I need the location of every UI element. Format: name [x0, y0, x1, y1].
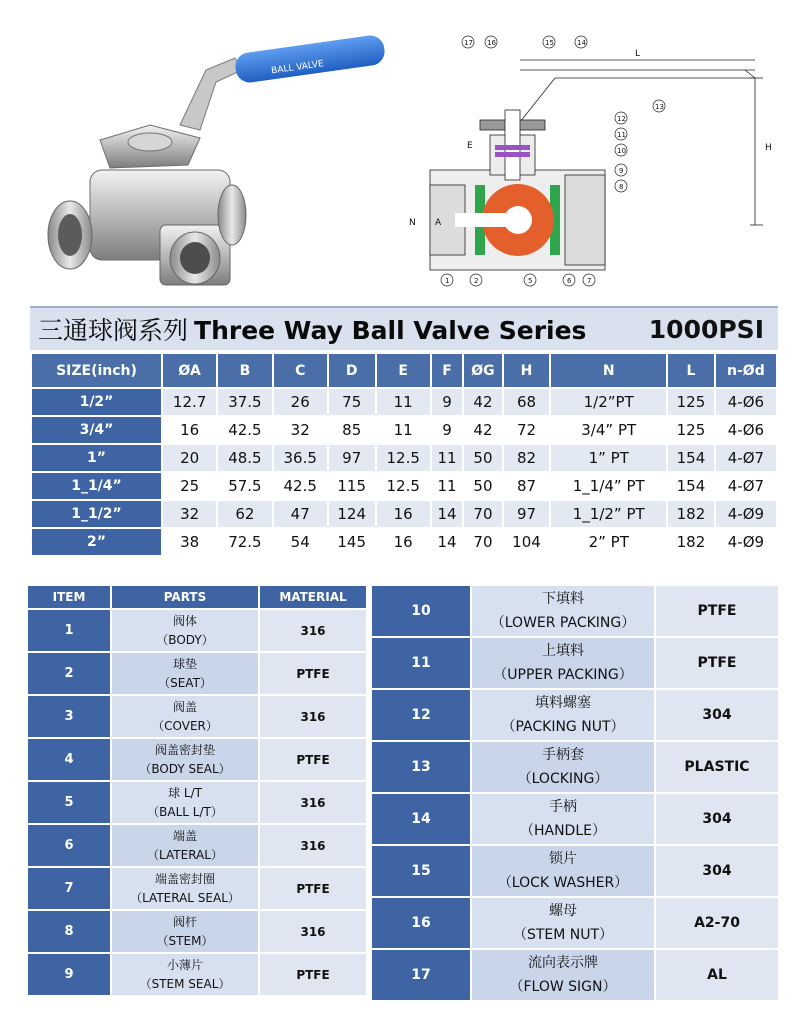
header-material: MATERIAL: [260, 586, 366, 608]
title-english: Three Way Ball Valve Series: [194, 316, 587, 345]
part-row: [372, 742, 778, 792]
part-row: [372, 586, 778, 636]
size-cell: 9: [432, 417, 462, 443]
size-cell: 54: [274, 529, 327, 555]
part-item-number: 10: [372, 586, 470, 636]
part-name-english: （LOCKING）: [517, 771, 609, 787]
part-name-chinese: 流向表示牌: [528, 955, 598, 971]
part-name: [472, 898, 654, 948]
part-name-english: （HANDLE）: [519, 823, 606, 839]
part-material: PTFE: [656, 638, 778, 688]
part-material: 316: [260, 696, 366, 737]
part-name: [472, 586, 654, 636]
part-row: [372, 690, 778, 740]
size-cell: 12.7: [163, 389, 216, 415]
svg-text:17: 17: [464, 39, 473, 47]
svg-text:A: A: [435, 218, 442, 228]
part-row: [372, 950, 778, 1000]
size-cell: 42.5: [218, 417, 271, 443]
part-name-english: （PACKING NUT）: [501, 719, 625, 735]
part-name-chinese: 下填料: [542, 591, 584, 607]
size-cell: 4-Ø9: [716, 501, 776, 527]
part-name-chinese: 端盖密封圈: [154, 871, 215, 886]
part-name-english: （BALL L/T）: [147, 804, 223, 819]
size-cell: 20: [163, 445, 216, 471]
part-item-number: 11: [372, 638, 470, 688]
part-row: [28, 868, 366, 909]
size-cell: 11: [432, 445, 462, 471]
pressure-rating: 1000PSI: [648, 314, 764, 344]
part-name-english: （LOWER PACKING）: [490, 615, 636, 631]
size-row: [32, 445, 776, 471]
size-label: 3/4”: [32, 417, 161, 443]
size-cell: 4-Ø9: [716, 529, 776, 555]
size-label: 1/2”: [32, 389, 161, 415]
header-item: ITEM: [28, 586, 110, 608]
part-material: PTFE: [656, 586, 778, 636]
size-cell: 182: [668, 501, 714, 527]
size-dimension-table: [30, 352, 778, 557]
part-name-chinese: 球垫: [172, 656, 197, 671]
size-cell: 125: [668, 389, 714, 415]
size-cell: 1_1/2” PT: [551, 501, 666, 527]
part-material: 316: [260, 911, 366, 952]
title-chinese: 三通球阀系列: [38, 316, 189, 345]
part-name-english: （STEM）: [156, 933, 214, 948]
part-name-english: （LATERAL）: [147, 847, 223, 862]
part-item-number: 13: [372, 742, 470, 792]
part-name-english: （LOCK WASHER）: [497, 875, 629, 891]
size-cell: 1_1/4” PT: [551, 473, 666, 499]
part-name-chinese: 阀体: [172, 613, 197, 628]
size-cell: 9: [432, 389, 462, 415]
size-row: [32, 389, 776, 415]
size-cell: 12.5: [377, 445, 430, 471]
size-cell: 36.5: [274, 445, 327, 471]
size-cell: 87: [504, 473, 550, 499]
part-name-chinese: 上填料: [542, 643, 584, 659]
size-row: [32, 501, 776, 527]
part-name: [112, 653, 258, 694]
part-material: PTFE: [260, 868, 366, 909]
part-name: [472, 638, 654, 688]
part-name-english: （LATERAL SEAL）: [130, 890, 240, 905]
svg-text:13: 13: [655, 103, 664, 111]
size-cell: 57.5: [218, 473, 271, 499]
size-cell: 16: [163, 417, 216, 443]
part-name-chinese: 锁片: [549, 851, 577, 867]
svg-text:5: 5: [528, 277, 533, 285]
size-row: [32, 417, 776, 443]
size-cell: 48.5: [218, 445, 271, 471]
part-row: [28, 782, 366, 823]
part-item-number: 8: [28, 911, 110, 952]
part-name: [472, 690, 654, 740]
part-material: AL: [656, 950, 778, 1000]
size-cell: 42: [464, 417, 501, 443]
part-item-number: 14: [372, 794, 470, 844]
svg-text:12: 12: [617, 115, 626, 123]
svg-text:14: 14: [577, 39, 586, 47]
part-row: [28, 696, 366, 737]
size-cell: 12.5: [377, 473, 430, 499]
size-cell: 16: [377, 529, 430, 555]
part-row: [28, 911, 366, 952]
header-d: D: [329, 354, 375, 387]
part-name: [112, 911, 258, 952]
size-cell: 37.5: [218, 389, 271, 415]
series-title: [38, 311, 586, 347]
part-name-chinese: 端盖: [172, 828, 197, 843]
part-name-english: （STEM SEAL）: [139, 976, 231, 991]
part-material: PTFE: [260, 653, 366, 694]
header-bolt: n-Ød: [716, 354, 776, 387]
part-name-chinese: 填料螺塞: [535, 695, 591, 711]
size-cell: 4-Ø6: [716, 389, 776, 415]
part-name-english: （STEM NUT）: [512, 927, 614, 943]
part-name-english: （BODY）: [156, 632, 214, 647]
size-label: 2”: [32, 529, 161, 555]
header-b: B: [218, 354, 271, 387]
header-size: SIZE(inch): [32, 354, 161, 387]
size-cell: 4-Ø6: [716, 417, 776, 443]
svg-text:2: 2: [474, 277, 479, 285]
size-cell: 68: [504, 389, 550, 415]
svg-text:E: E: [467, 141, 473, 151]
header-f: F: [432, 354, 462, 387]
parts-table-right: [370, 584, 780, 1002]
size-cell: 85: [329, 417, 375, 443]
part-name: [472, 846, 654, 896]
part-item-number: 17: [372, 950, 470, 1000]
size-row: [32, 529, 776, 555]
part-name: [472, 742, 654, 792]
part-row: [372, 846, 778, 896]
part-row: [28, 825, 366, 866]
size-cell: 182: [668, 529, 714, 555]
size-table-header: [32, 354, 776, 387]
size-cell: 4-Ø7: [716, 445, 776, 471]
size-cell: 42: [464, 389, 501, 415]
size-cell: 62: [218, 501, 271, 527]
svg-text:15: 15: [545, 39, 554, 47]
size-cell: 125: [668, 417, 714, 443]
part-name: [112, 825, 258, 866]
parts-table-header: [28, 586, 366, 608]
part-name-english: （UPPER PACKING）: [493, 667, 633, 683]
size-cell: 1/2”PT: [551, 389, 666, 415]
part-material: 304: [656, 846, 778, 896]
part-name: [112, 868, 258, 909]
svg-text:10: 10: [617, 147, 626, 155]
size-cell: 154: [668, 445, 714, 471]
size-cell: 38: [163, 529, 216, 555]
part-row: [28, 653, 366, 694]
size-cell: 124: [329, 501, 375, 527]
part-name-chinese: 阀盖: [172, 699, 197, 714]
part-name-english: （BODY SEAL）: [139, 761, 231, 776]
size-cell: 82: [504, 445, 550, 471]
size-row: [32, 473, 776, 499]
svg-text:N: N: [409, 218, 416, 228]
svg-text:L: L: [635, 49, 641, 59]
part-name-chinese: 阀盖密封垫: [154, 742, 215, 757]
part-name-chinese: 手柄: [549, 799, 577, 815]
size-cell: 3/4” PT: [551, 417, 666, 443]
part-item-number: 9: [28, 954, 110, 995]
svg-text:7: 7: [587, 277, 592, 285]
size-cell: 32: [163, 501, 216, 527]
part-item-number: 3: [28, 696, 110, 737]
part-material: PLASTIC: [656, 742, 778, 792]
part-item-number: 4: [28, 739, 110, 780]
svg-text:BALL VALVE: BALL VALVE: [270, 59, 325, 77]
svg-text:11: 11: [617, 131, 626, 139]
size-cell: 2” PT: [551, 529, 666, 555]
part-name: [112, 739, 258, 780]
part-material: 316: [260, 825, 366, 866]
size-cell: 115: [329, 473, 375, 499]
header-n: N: [551, 354, 666, 387]
size-label: 1”: [32, 445, 161, 471]
size-cell: 42.5: [274, 473, 327, 499]
size-cell: 70: [464, 501, 501, 527]
size-cell: 50: [464, 445, 501, 471]
header-a: ØA: [163, 354, 216, 387]
part-item-number: 1: [28, 610, 110, 651]
part-item-number: 7: [28, 868, 110, 909]
svg-text:16: 16: [487, 39, 496, 47]
svg-text:1: 1: [445, 277, 450, 285]
part-row: [372, 794, 778, 844]
header-e: E: [377, 354, 430, 387]
size-cell: 11: [377, 389, 430, 415]
part-item-number: 12: [372, 690, 470, 740]
part-name: [112, 954, 258, 995]
size-cell: 72.5: [218, 529, 271, 555]
size-cell: 11: [432, 473, 462, 499]
size-cell: 145: [329, 529, 375, 555]
part-material: 316: [260, 610, 366, 651]
size-cell: 72: [504, 417, 550, 443]
valve-section-drawing: [395, 30, 795, 295]
svg-text:8: 8: [619, 183, 624, 191]
size-cell: 97: [504, 501, 550, 527]
part-name: [472, 794, 654, 844]
part-material: 304: [656, 690, 778, 740]
part-name: [112, 782, 258, 823]
part-name: [112, 610, 258, 651]
part-name-english: （COVER）: [152, 718, 218, 733]
header-g: ØG: [464, 354, 501, 387]
part-name-chinese: 阀杆: [172, 914, 197, 929]
size-cell: 47: [274, 501, 327, 527]
part-row: [372, 638, 778, 688]
part-row: [28, 610, 366, 651]
size-cell: 70: [464, 529, 501, 555]
parts-table-left: [26, 584, 368, 997]
size-cell: 104: [504, 529, 550, 555]
header-c: C: [274, 354, 327, 387]
size-cell: 25: [163, 473, 216, 499]
part-name: [472, 950, 654, 1000]
size-label: 1_1/2”: [32, 501, 161, 527]
part-item-number: 5: [28, 782, 110, 823]
part-material: 316: [260, 782, 366, 823]
header-l: L: [668, 354, 714, 387]
part-material: 304: [656, 794, 778, 844]
part-name-english: （FLOW SIGN）: [509, 979, 617, 995]
header-h: H: [504, 354, 550, 387]
size-cell: 97: [329, 445, 375, 471]
part-item-number: 2: [28, 653, 110, 694]
part-item-number: 15: [372, 846, 470, 896]
header-parts: PARTS: [112, 586, 258, 608]
part-name-chinese: 手柄套: [542, 747, 584, 763]
part-material: PTFE: [260, 739, 366, 780]
part-row: [28, 954, 366, 995]
size-cell: 75: [329, 389, 375, 415]
svg-text:9: 9: [619, 167, 624, 175]
part-name-english: （SEAT）: [158, 675, 212, 690]
size-label: 1_1/4”: [32, 473, 161, 499]
part-name-chinese: 小薄片: [166, 957, 203, 972]
size-cell: 1” PT: [551, 445, 666, 471]
svg-text:H: H: [765, 143, 772, 153]
part-item-number: 16: [372, 898, 470, 948]
size-cell: 26: [274, 389, 327, 415]
part-name-chinese: 球 L/T: [168, 785, 202, 800]
size-cell: 14: [432, 501, 462, 527]
part-row: [28, 739, 366, 780]
size-cell: 32: [274, 417, 327, 443]
valve-photo: [30, 30, 390, 300]
series-title-bar: [30, 306, 778, 350]
size-cell: 11: [377, 417, 430, 443]
part-row: [372, 898, 778, 948]
svg-text:6: 6: [567, 277, 572, 285]
part-name: [112, 696, 258, 737]
part-item-number: 6: [28, 825, 110, 866]
part-material: PTFE: [260, 954, 366, 995]
part-name-chinese: 螺母: [549, 903, 577, 919]
size-cell: 14: [432, 529, 462, 555]
size-cell: 4-Ø7: [716, 473, 776, 499]
size-cell: 50: [464, 473, 501, 499]
size-cell: 154: [668, 473, 714, 499]
part-material: A2-70: [656, 898, 778, 948]
size-cell: 16: [377, 501, 430, 527]
